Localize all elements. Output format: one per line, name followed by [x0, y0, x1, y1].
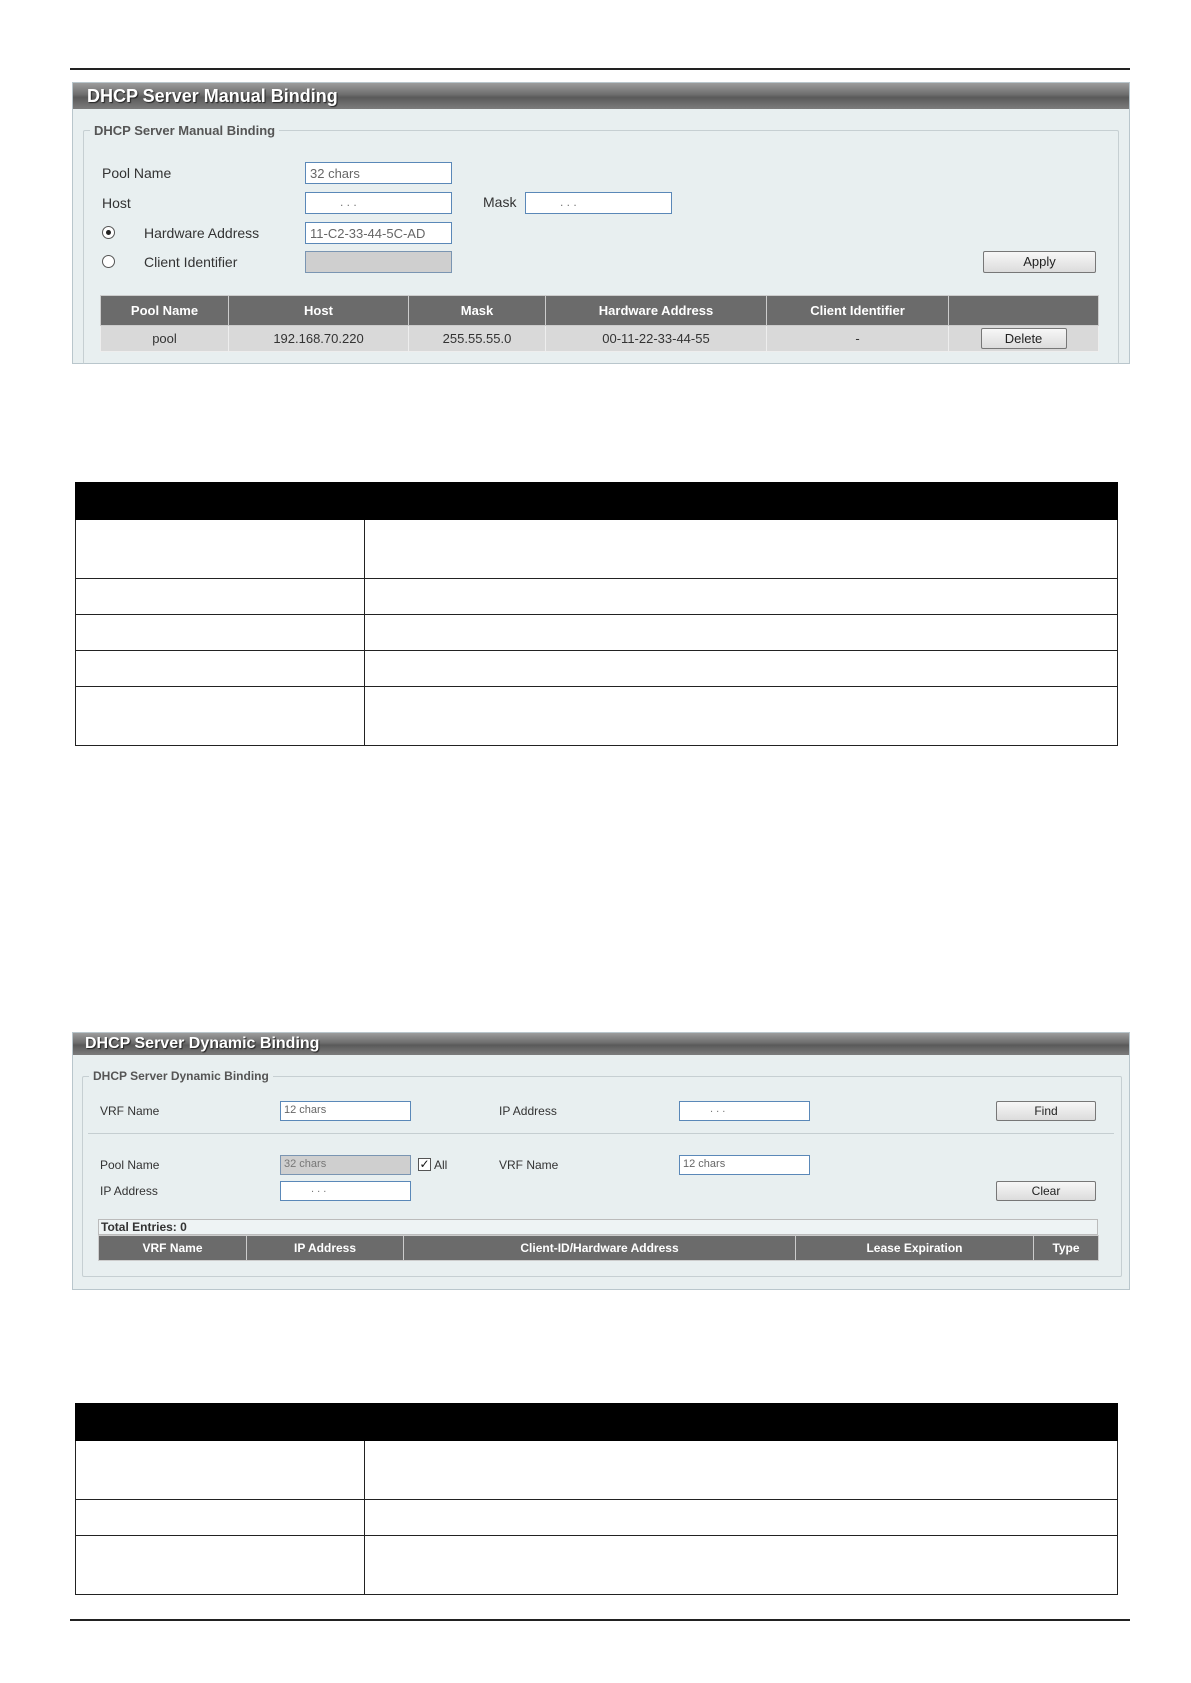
cell-pool-name: pool [101, 326, 229, 352]
table-row [76, 1441, 1118, 1500]
col-header-host: Host [229, 296, 409, 326]
host-label: Host [102, 195, 131, 211]
col-header-ip-address: IP Address [247, 1236, 404, 1261]
client-identifier-label: Client Identifier [144, 254, 238, 270]
manual-binding-table [100, 295, 1099, 352]
doc-table-header [365, 1404, 1118, 1441]
find-button[interactable]: Find [996, 1101, 1096, 1121]
dynamic-binding-title: DHCP Server Dynamic Binding [73, 1033, 1129, 1055]
manual-binding-panel [72, 82, 1130, 364]
pool-name-input[interactable]: 32 chars [305, 162, 452, 184]
ip-address-filter-dots: . . . [311, 1183, 327, 1195]
client-identifier-input[interactable] [305, 251, 452, 273]
col-header-client-identifier: Client Identifier [767, 296, 949, 326]
top-rule [70, 68, 1130, 70]
ip-address-input[interactable] [679, 1101, 810, 1121]
parameter-description-table-2 [75, 1403, 1118, 1595]
ip-address-filter-label: IP Address [100, 1184, 158, 1198]
pool-name-filter-label: Pool Name [100, 1158, 160, 1172]
host-ip-dots: . . . [340, 195, 357, 209]
cell-host: 192.168.70.220 [229, 326, 409, 352]
ip-address-dots: . . . [710, 1103, 726, 1115]
doc-table-header [76, 1404, 365, 1441]
table-row [76, 520, 1118, 579]
cell-hardware-address: 00-11-22-33-44-55 [546, 326, 767, 352]
manual-binding-title: DHCP Server Manual Binding [73, 83, 1129, 109]
cell-action [949, 326, 1099, 352]
col-header-hardware-address: Hardware Address [546, 296, 767, 326]
ip-address-label: IP Address [499, 1104, 557, 1118]
hardware-address-input[interactable]: 11-C2-33-44-5C-AD [305, 222, 452, 244]
vrf-name-input[interactable]: 12 chars [280, 1101, 411, 1121]
cell-mask: 255.55.55.0 [409, 326, 546, 352]
col-header-lease-expiration: Lease Expiration [796, 1236, 1034, 1261]
table-row [101, 326, 1099, 352]
delete-button[interactable]: Delete [981, 328, 1067, 349]
col-header-type: Type [1034, 1236, 1099, 1261]
pool-name-filter-input[interactable]: 32 chars [280, 1155, 411, 1175]
apply-button[interactable]: Apply [983, 251, 1096, 273]
table-row [76, 615, 1118, 651]
hardware-address-label: Hardware Address [144, 225, 260, 241]
table-row [76, 1500, 1118, 1536]
manual-binding-legend: DHCP Server Manual Binding [94, 123, 276, 138]
client-identifier-radio[interactable] [102, 255, 115, 268]
table-row [76, 1536, 1118, 1595]
dynamic-binding-legend: DHCP Server Dynamic Binding [93, 1069, 269, 1083]
dynamic-binding-table [98, 1235, 1099, 1261]
mask-label: Mask [483, 194, 517, 210]
vrf-name-label: VRF Name [100, 1104, 160, 1118]
pool-name-label: Pool Name [102, 165, 172, 181]
col-header-client-id: Client-ID/Hardware Address [404, 1236, 796, 1261]
col-header-vrf-name: VRF Name [99, 1236, 247, 1261]
table-row [76, 579, 1118, 615]
dynamic-binding-panel [72, 1032, 1130, 1290]
table-row [76, 687, 1118, 746]
bottom-rule [70, 1619, 1130, 1621]
all-checkbox[interactable]: ✓ [419, 1157, 430, 1171]
host-ip-input[interactable] [305, 192, 452, 214]
total-entries: Total Entries: 0 [98, 1219, 1098, 1235]
col-header-pool-name: Pool Name [101, 296, 229, 326]
form-separator [88, 1133, 1114, 1134]
col-header-action [949, 296, 1099, 326]
col-header-mask: Mask [409, 296, 546, 326]
mask-ip-dots: . . . [560, 195, 577, 209]
doc-table-header [365, 483, 1118, 520]
hardware-address-radio[interactable] [102, 226, 115, 239]
all-checkbox-label: All [434, 1158, 448, 1172]
vrf-name-filter-label: VRF Name [499, 1158, 559, 1172]
cell-client-identifier: - [767, 326, 949, 352]
mask-input[interactable] [525, 192, 672, 214]
vrf-name-filter-input[interactable]: 12 chars [679, 1155, 810, 1175]
parameter-description-table-1 [75, 482, 1118, 746]
ip-address-filter-input[interactable] [280, 1181, 411, 1201]
table-row [76, 651, 1118, 687]
clear-button[interactable]: Clear [996, 1181, 1096, 1201]
doc-table-header [76, 483, 365, 520]
